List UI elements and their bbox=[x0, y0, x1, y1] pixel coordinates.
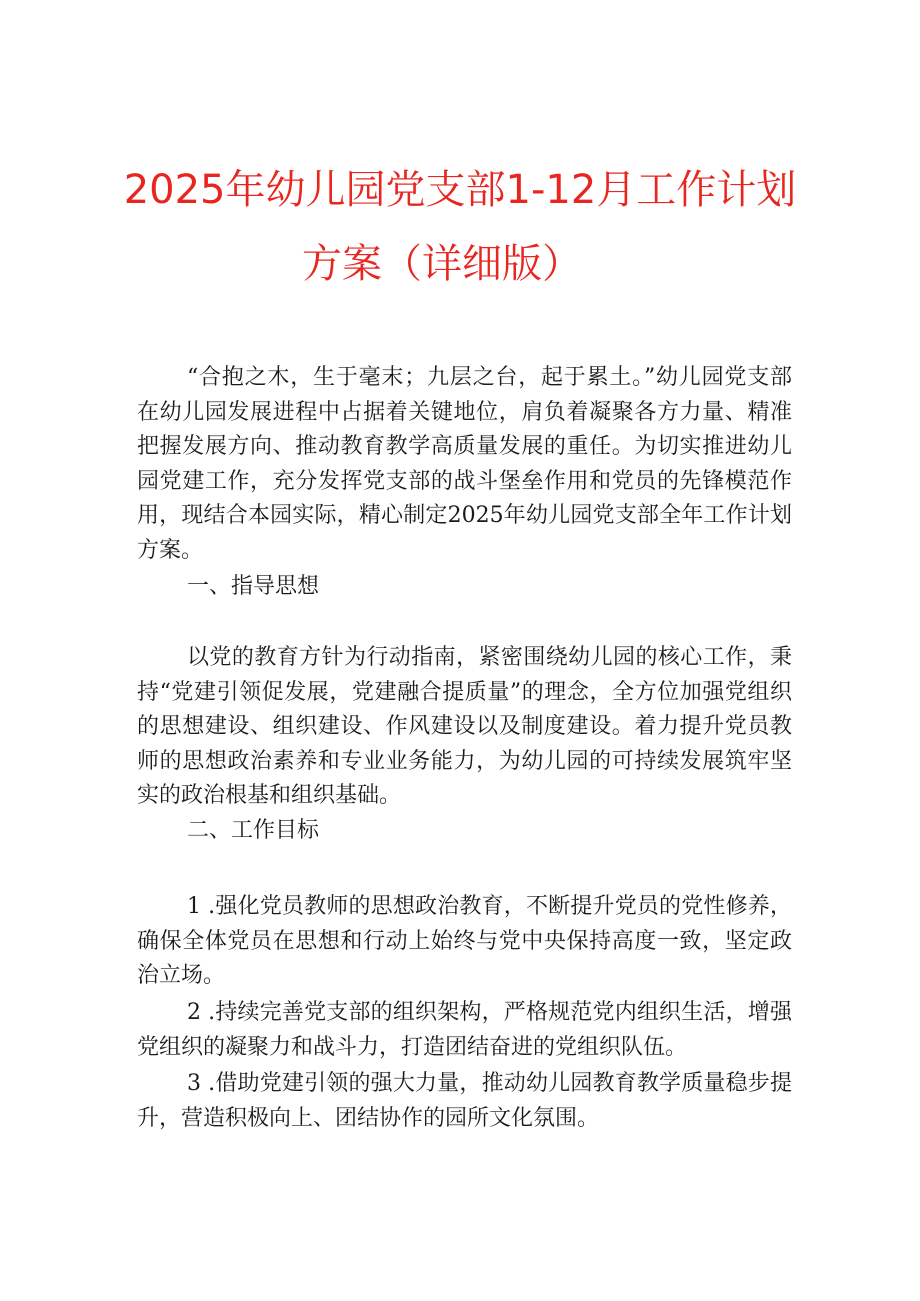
intro-paragraph: “合抱之木，生于毫末；九层之台，起于累土。”幼儿园党支部在幼儿园发展进程中占据着关键地位，肩负着凝聚各方力量、精准把握发展方向、推动教育教学高质量发展的重任。为切实推进幼儿园党建工作，充分发挥党支部的战斗堡垒作用和党员的先锋模范作用，现结合本园实际，精心制定2025年幼儿园党支部全年工作计划方案。 bbox=[137, 365, 792, 563]
section-heading-work-goals: 二、工作目标 bbox=[187, 818, 320, 843]
document-title-line-2: 方案（详细版） bbox=[302, 241, 582, 287]
guiding-ideology-paragraph: 以党的教育方针为行动指南，紧密围绕幼儿园的核心工作，秉持“党建引领促发展，党建融合提质量”的理念，全方位加强党组织的思想建设、组织建设、作风建设以及制度建设。着力提升党员教师的思想政治素养和专业业务能力，为幼儿园的可持续发展筑牢坚实的政治根基和组织基础。 bbox=[137, 645, 792, 808]
goal-item: 1 .强化党员教师的思想政治教育，不断提升党员的党性修养，确保全体党员在思想和行动上始终与党中央保持高度一致，坚定政治立场。 bbox=[137, 894, 792, 988]
document-title-line-1: 2025年幼儿园党支部1-12月工作计划 bbox=[123, 167, 797, 213]
goal-item: 2 .持续完善党支部的组织架构，严格规范党内组织生活，增强党组织的凝聚力和战斗力，打造团结奋进的党组织队伍。 bbox=[137, 1000, 792, 1060]
goal-item: 3 .借助党建引领的强大力量，推动幼儿园教育教学质量稳步提升，营造积极向上、团结协作的园所文化氛围。 bbox=[137, 1071, 792, 1131]
section-heading-guiding-ideology: 一、指导思想 bbox=[187, 574, 320, 599]
